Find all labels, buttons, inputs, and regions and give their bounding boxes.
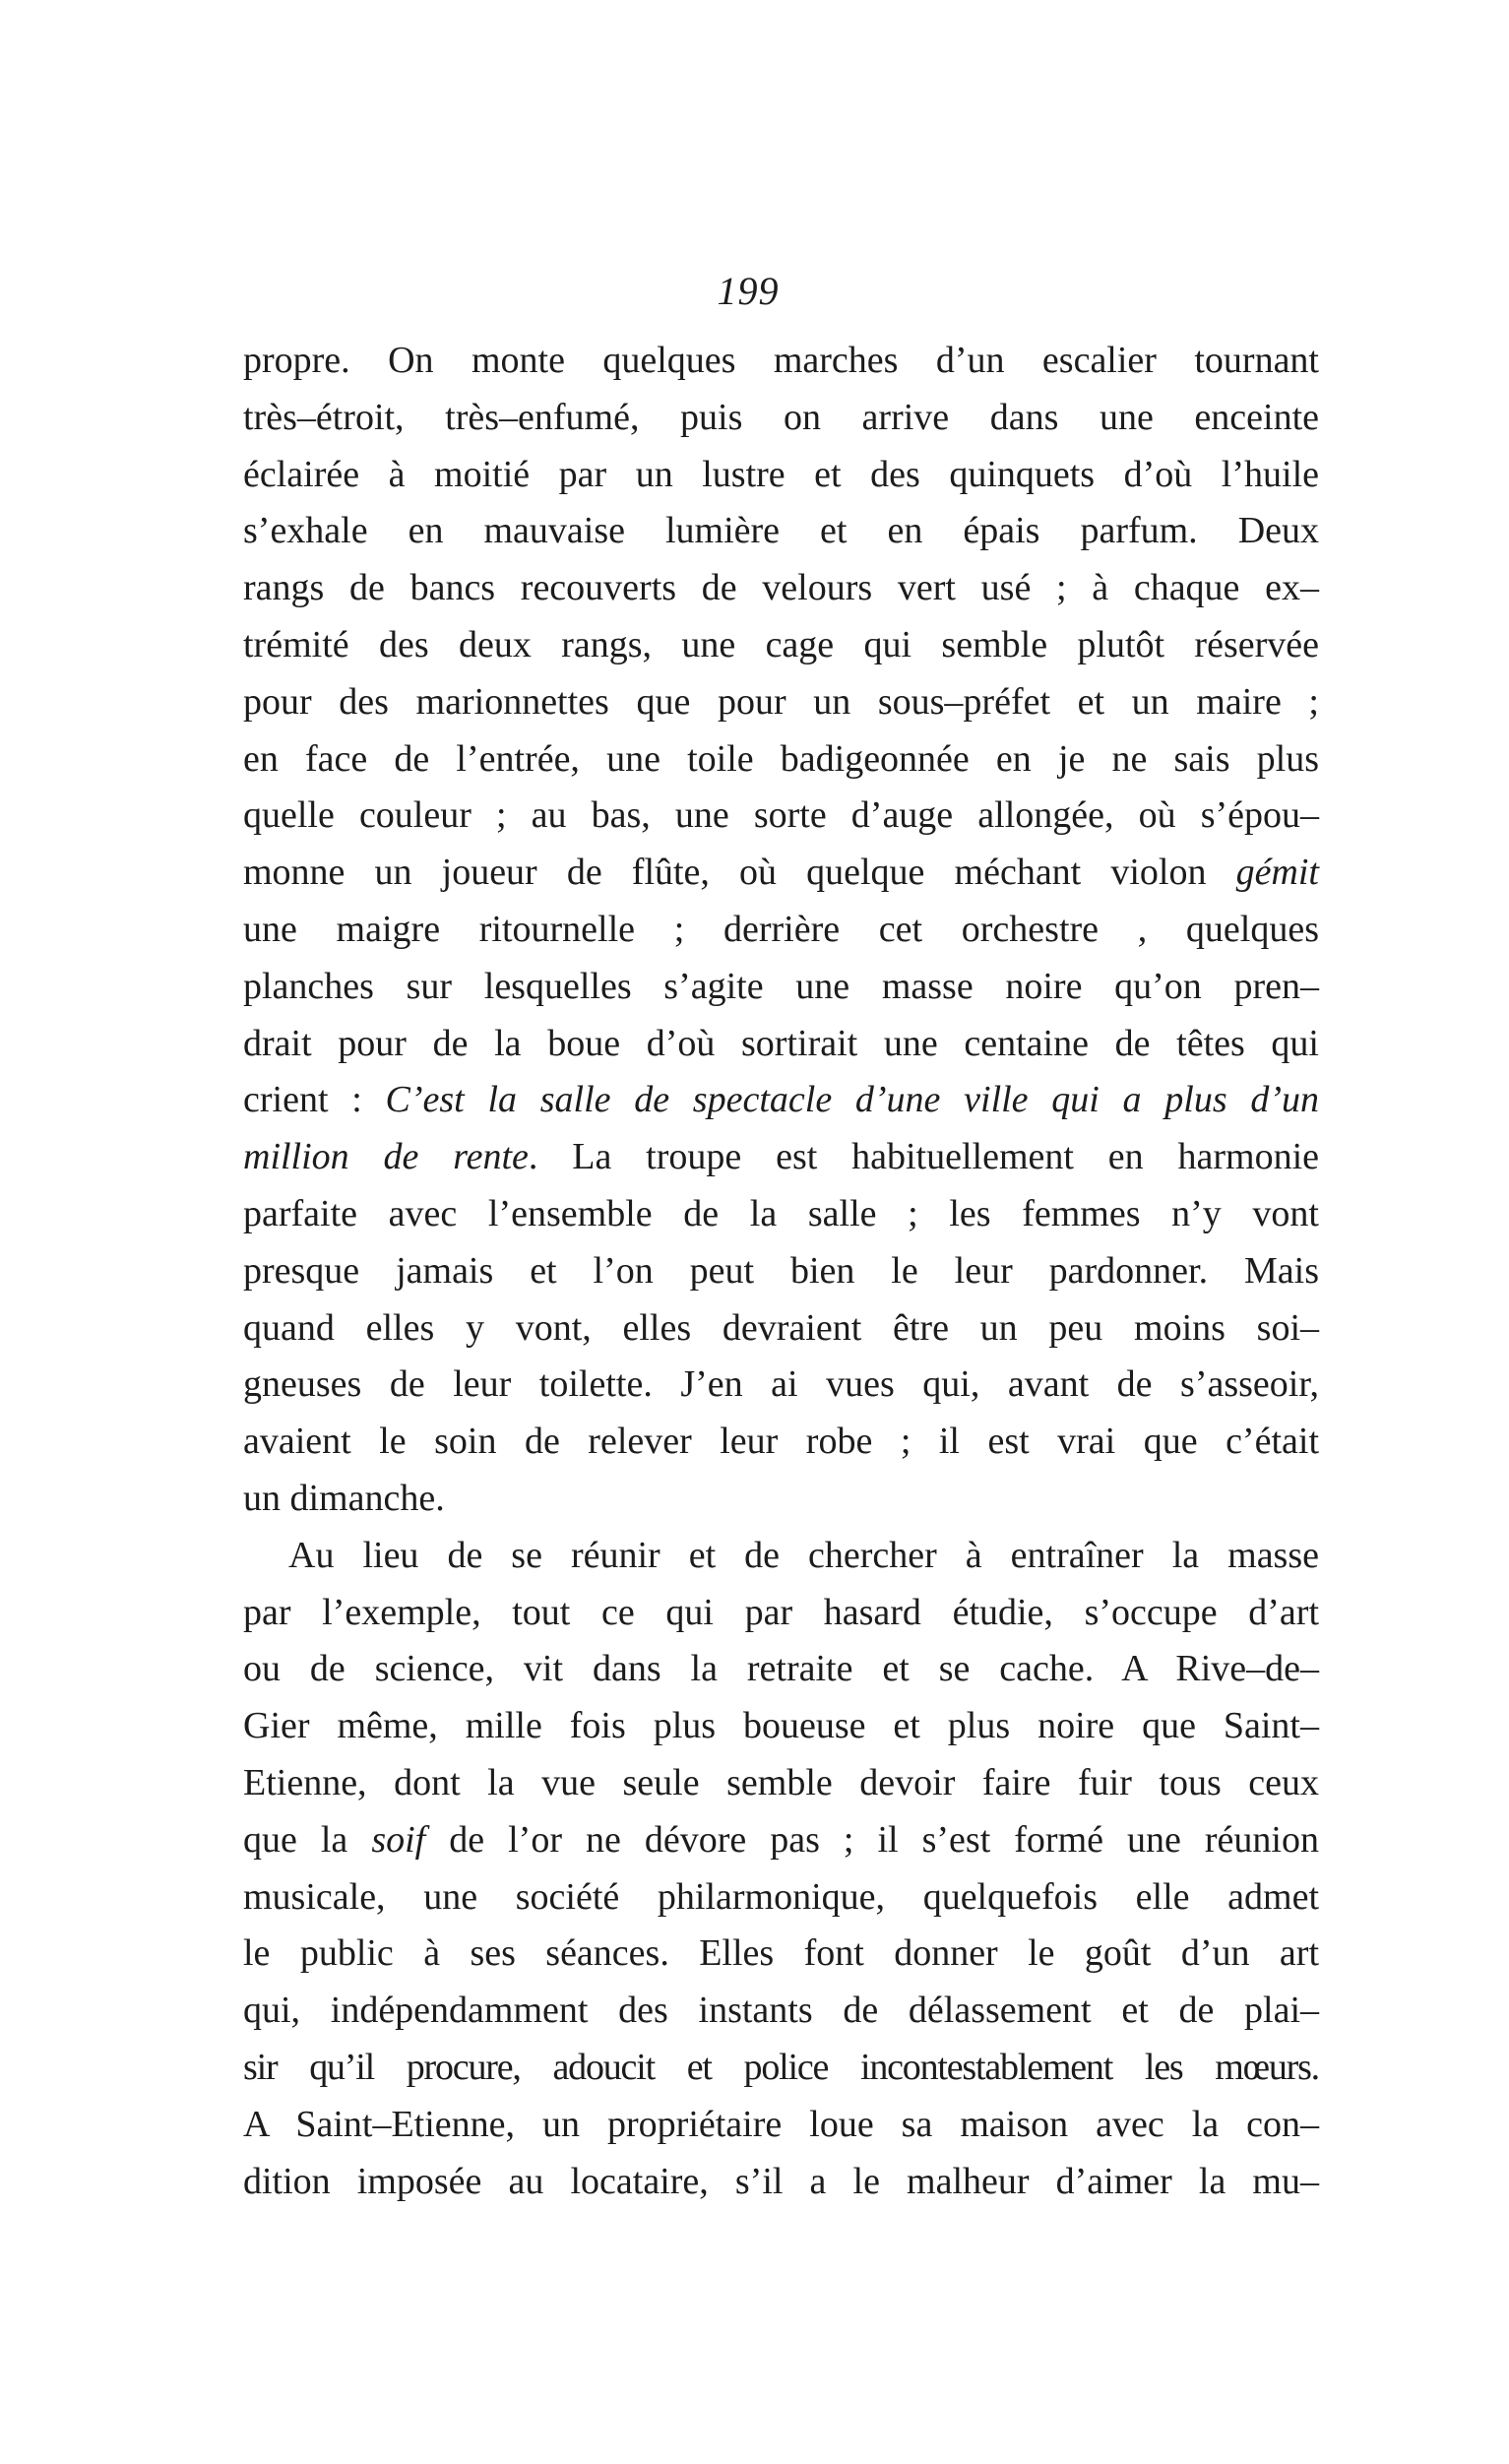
italic-word: gémit (1235, 852, 1319, 894)
text-line: le public à ses séances. Elles font donner le goût d’un art (243, 1932, 1319, 1975)
text-line: ou de science, vit dans la retraite et se cache. A Rive–de– (243, 1648, 1319, 1690)
italic-quote: C’est la salle de spectacle d’une ville qui a plus d’un (385, 1079, 1319, 1121)
text-line: avaient le soin de relever leur robe ; il est vrai que c’était (243, 1421, 1319, 1463)
text-line: propre. On monte quelques marches d’un escalier tournant (243, 340, 1319, 381)
text-line: éclairée à moitié par un lustre et des quinquets d’où l’huile (243, 453, 1319, 495)
text-line: dition imposée au locataire, s’il a le malheur d’aimer la mu– (243, 2160, 1319, 2202)
text-line: Gier même, mille fois plus boueuse et plus noire que Saint– (243, 1705, 1319, 1747)
text-line: sir qu’il procure, adoucit et police incontestablement les mœurs. (243, 2046, 1319, 2088)
text-line: un dimanche. (243, 1477, 445, 1519)
text-line: musicale, une société philarmonique, quelquefois elle admet (243, 1875, 1319, 1918)
text-line: s’exhale en mauvaise lumière et en épais parfum. Deux (243, 510, 1319, 552)
text-line: drait pour de la boue d’où sortirait une centaine de têtes qui (243, 1022, 1319, 1064)
body-text (243, 333, 1319, 2210)
text-line: quand elles y vont, elles devraient être un peu moins soi– (243, 1306, 1319, 1349)
text-line: Au lieu de se réunir et de chercher à entraîner la masse (288, 1534, 1319, 1576)
text-line: que la soif de l’or ne dévore pas ; il s’est formé une réunion (243, 1818, 1319, 1861)
text-line: pour des marionnettes que pour un sous–préfet et un maire ; (243, 680, 1319, 723)
text-line: planches sur lesquelles s’agite une masse noire qu’on pren– (243, 965, 1319, 1007)
italic-word: soif (371, 1818, 426, 1861)
text-line: million de rente. La troupe est habituellement en harmonie (243, 1136, 1319, 1178)
text-line: monne un joueur de flûte, où quelque méchant violon gémit (243, 852, 1319, 894)
text-line: gneuses de leur toilette. J’en ai vues qui, avant de s’asseoir, (243, 1363, 1319, 1406)
text-line: très–étroit, très–enfumé, puis on arrive dans une enceinte (243, 396, 1319, 438)
text-line: Etienne, dont la vue seule semble devoir faire fuir tous ceux (243, 1761, 1319, 1803)
text-line: une maigre ritournelle ; derrière cet orchestre , quelques (243, 908, 1319, 950)
page-number: 199 (717, 269, 780, 313)
text-line: qui, indépendamment des instants de délassement et de plai– (243, 1990, 1319, 2032)
text-line: trémité des deux rangs, une cage qui semble plutôt réservée (243, 623, 1319, 665)
text-line: en face de l’entrée, une toile badigeonnée en je ne sais plus (243, 737, 1319, 780)
text-line: rangs de bancs recouverts de velours vert usé ; à chaque ex– (243, 567, 1319, 609)
text-line: par l’exemple, tout ce qui par hasard étudie, s’occupe d’art (243, 1591, 1319, 1633)
italic-quote: million de rente (243, 1136, 529, 1178)
text-line: crient : C’est la salle de spectacle d’une ville qui a plus d’un (243, 1079, 1319, 1121)
text-line: quelle couleur ; au bas, une sorte d’auge allongée, où s’épou– (243, 794, 1319, 837)
text-line: parfaite avec l’ensemble de la salle ; les femmes n’y vont (243, 1192, 1319, 1234)
text-line: presque jamais et l’on peut bien le leur pardonner. Mais (243, 1249, 1319, 1292)
text-line: A Saint–Etienne, un propriétaire loue sa maison avec la con– (243, 2103, 1319, 2145)
